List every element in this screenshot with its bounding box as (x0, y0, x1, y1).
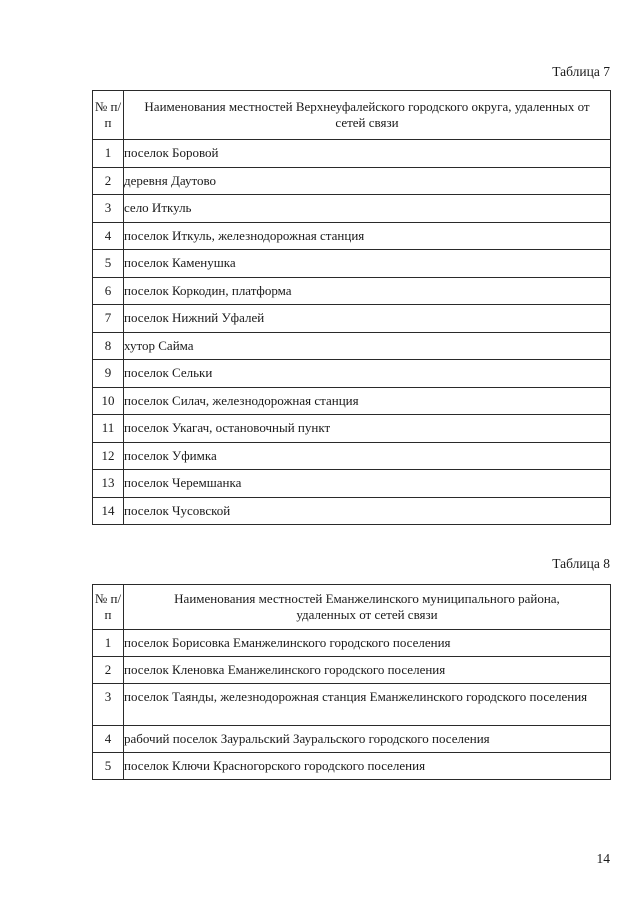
row-number: 2 (93, 167, 124, 195)
row-number: 10 (93, 387, 124, 415)
table-row (93, 442, 611, 470)
row-number: 1 (93, 140, 124, 168)
table-row (93, 195, 611, 223)
row-name: поселок Ключи Красногорского городского поселения (124, 753, 611, 780)
row-name: поселок Силач, железнодорожная станция (124, 387, 611, 415)
table7 (92, 90, 611, 525)
table7-header-row (93, 91, 611, 140)
table-row (93, 250, 611, 278)
table-row (93, 360, 611, 388)
row-name: поселок Нижний Уфалей (124, 305, 611, 333)
table-row (93, 222, 611, 250)
row-name: поселок Уфимка (124, 442, 611, 470)
row-name: поселок Укагач, остановочный пункт (124, 415, 611, 443)
table-row (93, 630, 611, 657)
row-number: 8 (93, 332, 124, 360)
row-number: 14 (93, 497, 124, 525)
table-row (93, 277, 611, 305)
row-name: поселок Каменушка (124, 250, 611, 278)
table-row (93, 167, 611, 195)
table8-header-name: Наименования местностей Еманжелинского муниципального района, удаленных от сетей связи (124, 585, 611, 630)
row-number: 1 (93, 630, 124, 657)
table8-header-num: № п/п (93, 585, 124, 630)
table-row (93, 726, 611, 753)
table-row (93, 657, 611, 684)
row-name: поселок Таянды, железнодорожная станция Еманжелинского городского поселения (124, 684, 611, 726)
row-name: поселок Черемшанка (124, 470, 611, 498)
table-row (93, 415, 611, 443)
row-number: 6 (93, 277, 124, 305)
table7-header-name: Наименования местностей Верхнеуфалейского городского округа, удаленных от сетей связи (124, 91, 611, 140)
row-name: деревня Даутово (124, 167, 611, 195)
row-number: 4 (93, 222, 124, 250)
row-number: 13 (93, 470, 124, 498)
table-row (93, 140, 611, 168)
table-row (93, 387, 611, 415)
row-number: 5 (93, 753, 124, 780)
table7-header-num: № п/п (93, 91, 124, 140)
table-row (93, 305, 611, 333)
table-row (93, 332, 611, 360)
row-name: поселок Кленовка Еманжелинского городского поселения (124, 657, 611, 684)
table7-caption: Таблица 7 (552, 64, 610, 79)
row-number: 12 (93, 442, 124, 470)
row-number: 3 (93, 195, 124, 223)
table8-caption: Таблица 8 (552, 556, 610, 571)
table-row (93, 753, 611, 780)
page-number: 14 (596, 851, 610, 866)
table8 (92, 584, 611, 780)
row-number: 11 (93, 415, 124, 443)
row-number: 9 (93, 360, 124, 388)
row-number: 5 (93, 250, 124, 278)
row-name: поселок Борисовка Еманжелинского городского поселения (124, 630, 611, 657)
table-row (93, 497, 611, 525)
table-row (93, 684, 611, 726)
row-name: поселок Иткуль, железнодорожная станция (124, 222, 611, 250)
row-name: поселок Чусовской (124, 497, 611, 525)
row-name: село Иткуль (124, 195, 611, 223)
row-number: 2 (93, 657, 124, 684)
row-name: поселок Сельки (124, 360, 611, 388)
table-row (93, 470, 611, 498)
row-name: рабочий поселок Зауральский Зауральского городского поселения (124, 726, 611, 753)
row-name: поселок Коркодин, платформа (124, 277, 611, 305)
row-number: 4 (93, 726, 124, 753)
row-number: 7 (93, 305, 124, 333)
row-name: хутор Сайма (124, 332, 611, 360)
row-name: поселок Боровой (124, 140, 611, 168)
row-number: 3 (93, 684, 124, 726)
table8-header-row (93, 585, 611, 630)
